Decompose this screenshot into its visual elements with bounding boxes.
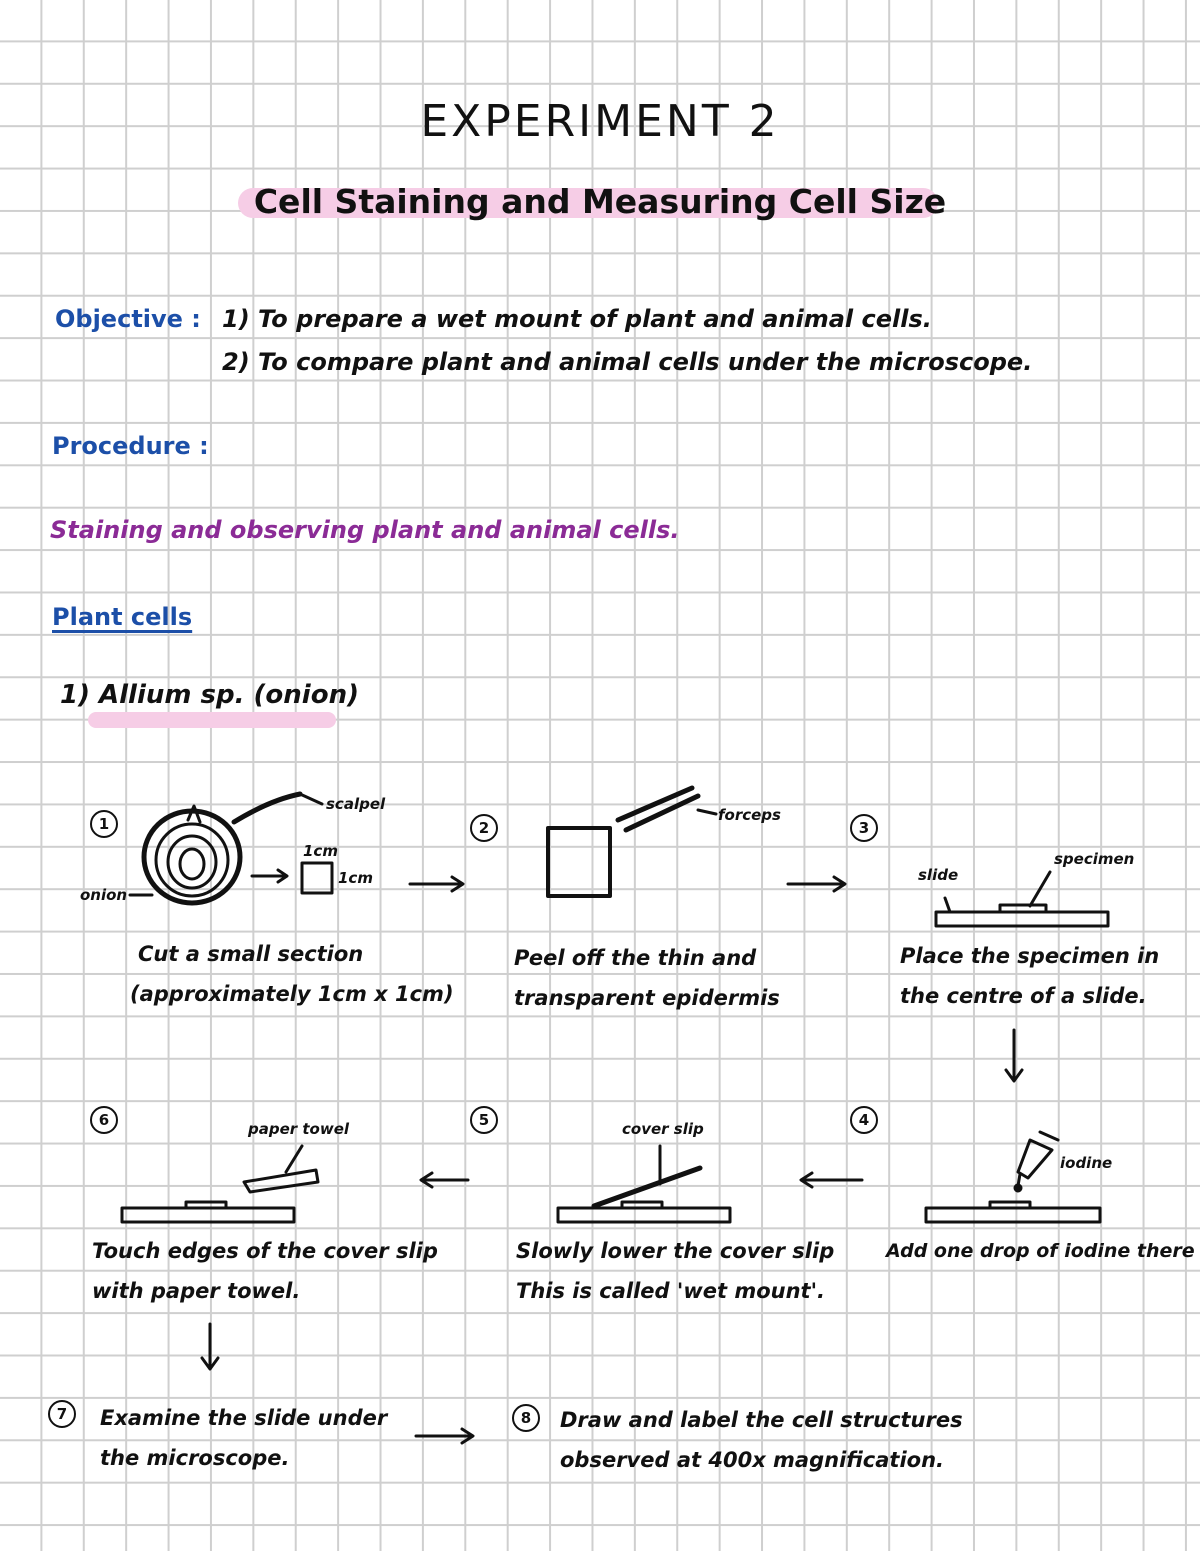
step-1-caption — [130, 934, 454, 1014]
step-3-number: 3 — [850, 814, 878, 842]
forceps-label: forceps — [718, 806, 781, 824]
step-3-caption-line-1: Place the specimen in — [900, 944, 1160, 968]
step-5-caption-line-2: This is called 'wet mount'. — [516, 1279, 825, 1303]
arrow-to-square — [252, 870, 287, 882]
slide-with-cover-slip — [558, 1146, 730, 1222]
step-1-caption-line-1: Cut a small section — [138, 942, 364, 966]
slide-with-specimen — [936, 872, 1108, 926]
step-5-caption-line-1: Slowly lower the cover slip — [516, 1239, 835, 1263]
dimension-top-label: 1cm — [303, 842, 338, 860]
step-8-number: 8 — [512, 1404, 540, 1432]
step-6-number: 6 — [90, 1106, 118, 1134]
step-3-caption — [900, 936, 1159, 1016]
step-2-caption-line-1: Peel off the thin and — [514, 946, 757, 970]
arrow-step2-to-step3 — [788, 877, 845, 891]
arrow-step4-to-step5 — [801, 1173, 862, 1187]
objective-label: Objective : — [55, 305, 201, 333]
step-4-number: 4 — [850, 1106, 878, 1134]
step-1-number: 1 — [90, 810, 118, 838]
objective-item-2: 2) To compare plant and animal cells under the microscope. — [222, 348, 1033, 376]
step-7-caption-line-1: Examine the slide under — [100, 1406, 388, 1430]
section-square — [302, 863, 332, 893]
step-8-caption-line-1: Draw and label the cell structures — [560, 1408, 963, 1432]
forceps-drawing — [618, 788, 716, 830]
slide-with-paper-towel — [122, 1146, 318, 1222]
step-2-caption — [514, 938, 780, 1018]
step-8-caption — [560, 1400, 963, 1480]
page-title: EXPERIMENT 2 — [420, 96, 780, 147]
step-5-number: 5 — [470, 1106, 498, 1134]
dimension-right-label: 1cm — [338, 869, 373, 887]
step-5-caption — [516, 1231, 834, 1311]
step-6-caption-line-1: Touch edges of the cover slip — [92, 1239, 438, 1263]
cover-slip-label: cover slip — [622, 1120, 704, 1138]
step-3-caption-line-2: the centre of a slide. — [900, 984, 1147, 1008]
step-7-number: 7 — [48, 1400, 76, 1428]
page-subtitle: Cell Staining and Measuring Cell Size — [253, 182, 947, 221]
slide-with-dropper — [926, 1132, 1100, 1222]
step-2-caption-line-2: transparent epidermis — [514, 986, 780, 1010]
step-7-caption — [100, 1398, 387, 1478]
arrow-step7-to-step8 — [416, 1429, 473, 1443]
specimen-label: specimen — [1054, 850, 1135, 868]
step-4-caption-line-1: Add one drop of iodine there — [886, 1240, 1195, 1262]
step-7-caption-line-2: the microscope. — [100, 1446, 290, 1470]
procedure-label: Procedure : — [52, 432, 209, 460]
subsection-heading: Plant cells — [52, 603, 193, 631]
step-4-caption — [886, 1231, 1195, 1271]
step-6-caption — [92, 1231, 438, 1311]
item-heading: 1) Allium sp. (onion) — [60, 680, 359, 710]
slide-label: slide — [918, 866, 959, 884]
step-6-caption-line-2: with paper towel. — [92, 1279, 301, 1303]
scalpel-drawing — [234, 794, 322, 822]
section-heading: Staining and observing plant and animal cells. — [50, 516, 680, 544]
paper-towel-label: paper towel — [248, 1120, 350, 1138]
scalpel-label: scalpel — [326, 795, 386, 813]
epidermis-drawing — [548, 828, 610, 896]
step-2-number: 2 — [470, 814, 498, 842]
arrow-step6-down — [202, 1324, 218, 1369]
iodine-label: iodine — [1060, 1154, 1113, 1172]
onion-drawing — [130, 806, 240, 903]
onion-label: onion — [80, 886, 128, 904]
arrow-step3-down — [1006, 1030, 1022, 1081]
step-1-caption-line-2: (approximately 1cm x 1cm) — [130, 982, 454, 1006]
objective-item-1: 1) To prepare a wet mount of plant and animal cells. — [222, 305, 932, 333]
arrow-step5-to-step6 — [421, 1173, 468, 1187]
arrow-step1-to-step2 — [410, 877, 463, 891]
step-8-caption-line-2: observed at 400x magnification. — [560, 1448, 945, 1472]
